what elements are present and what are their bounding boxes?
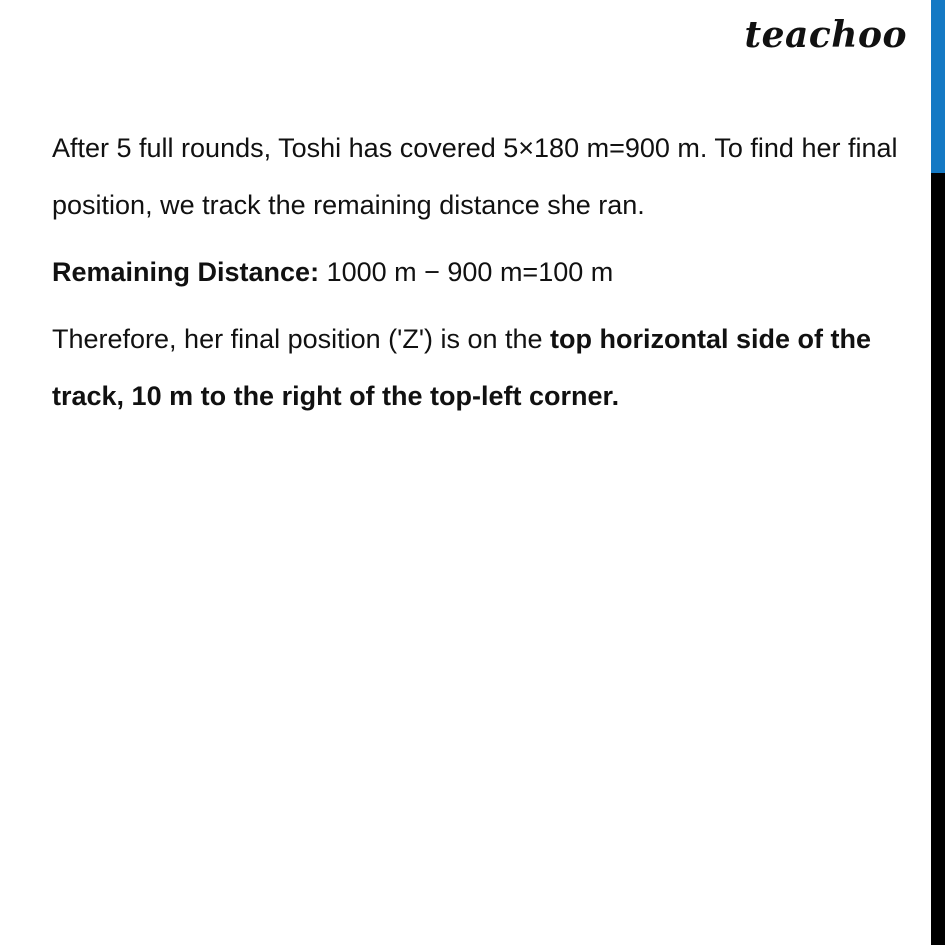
rounds-text: After 5 full rounds, Toshi has covered 5×180 m=900 m. To find her final position, we track the remaining distance she ran.	[52, 133, 898, 220]
remaining-label: Remaining Distance:	[52, 257, 320, 287]
conclusion-emphasis: top horizontal side of the track, 10 m to the right of the top-left corner.	[52, 324, 872, 411]
sidebar-accent	[931, 0, 945, 173]
paragraph-conclusion	[52, 311, 902, 425]
paragraph-remaining	[52, 244, 902, 301]
solution-text	[52, 120, 902, 435]
remaining-value: 1000 m − 900 m=100 m	[319, 257, 614, 287]
paragraph-rounds	[52, 120, 902, 234]
conclusion-lead: Therefore, her final position ('Z') is on the	[52, 324, 551, 354]
brand-logo: teachoo	[744, 14, 907, 56]
